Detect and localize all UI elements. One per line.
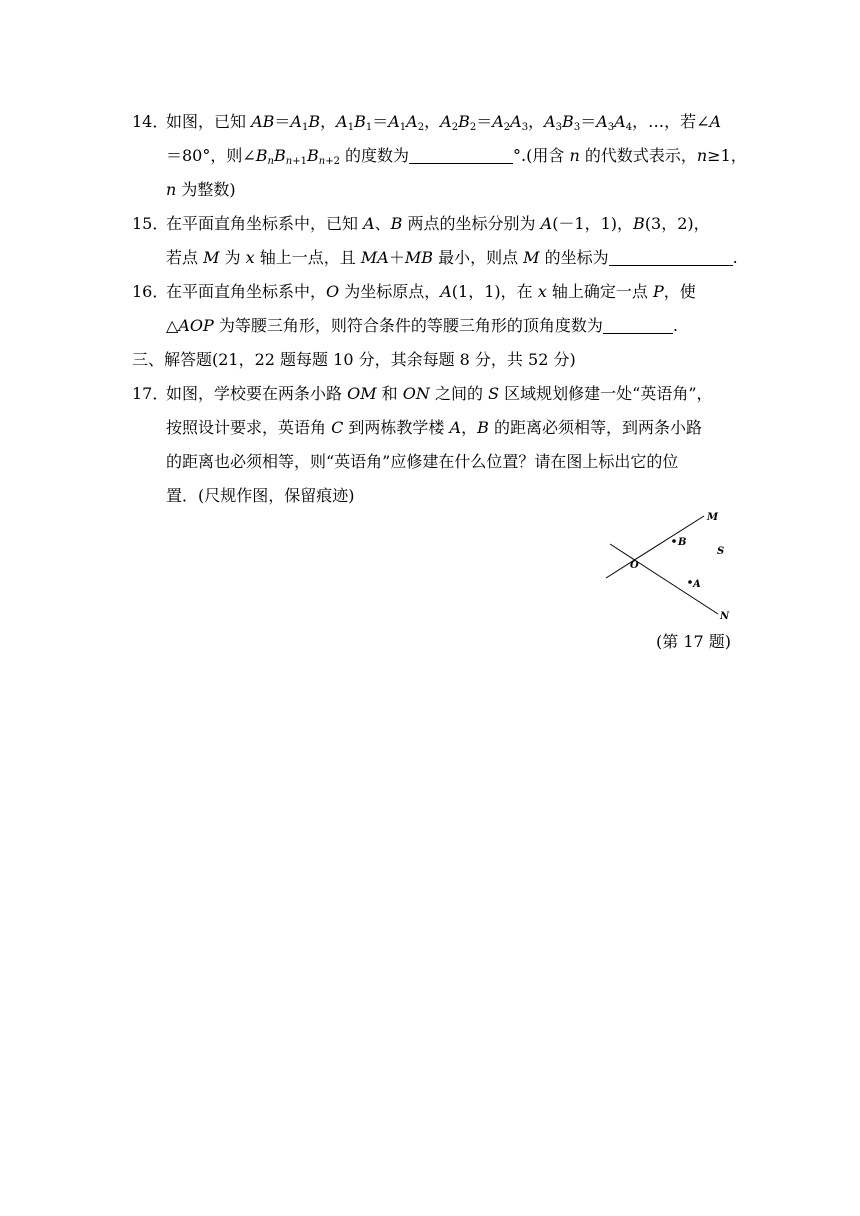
q15-answer-blank[interactable] xyxy=(609,249,733,266)
q16-period: . xyxy=(672,316,678,335)
q15-period: . xyxy=(732,248,738,267)
q14-text-2a: ＝80°，则$\angle B_nB_{n+1}B_{n+2}$ 的度数为 xyxy=(166,146,410,167)
q17-text-2: 按照设计要求，英语角 C 到两栋教学楼 A，B 的距离必须相等，到两条小路 xyxy=(166,418,702,437)
q16-text-2: △AOP 为等腰三角形，则符合条件的等腰三角形的顶角度数为 xyxy=(166,316,603,335)
ray-OM xyxy=(606,516,704,578)
q15-text-1: 在平面直角坐标系中，已知 A、B 两点的坐标分别为 A(－1，1)，B(3，2)， xyxy=(166,214,710,233)
q14-text-3: n 为整数) xyxy=(166,180,236,199)
label-N: N xyxy=(720,611,730,622)
q14-line-1 xyxy=(132,111,721,133)
label-M: M xyxy=(707,512,719,523)
q14-number: 14． xyxy=(132,112,169,131)
q15-number: 15． xyxy=(132,214,169,233)
q16-line-2 xyxy=(166,315,678,337)
q17-line-3 xyxy=(166,451,678,473)
q17-figure xyxy=(598,506,758,626)
q14-text-1: 如图，已知 $AB=A_1B$，$A_1B_1=A_1A_2$，$A_2B_2=A_2A_3$，$A_3B_3=A_3A_4$，…，若∠A xyxy=(166,112,722,133)
section-3-heading: 三、解答题(21，22 题每题 10 分，其余每题 8 分，共 52 分) xyxy=(132,350,576,369)
q15-line-1 xyxy=(132,213,710,235)
q15-text-2: 若点 M 为 x 轴上一点，且 MA＋MB 最小，则点 M 的坐标为 xyxy=(166,248,609,267)
q16-line-1 xyxy=(132,281,696,303)
q17-text-4: 置．(尺规作图，保留痕迹) xyxy=(166,486,355,505)
q16-answer-blank[interactable] xyxy=(603,317,673,334)
q14-line-2 xyxy=(166,145,747,167)
q16-number: 16． xyxy=(132,282,169,301)
label-A: A xyxy=(693,579,701,590)
q14-answer-blank[interactable] xyxy=(409,147,513,164)
q17-number: 17． xyxy=(132,384,169,403)
point-A xyxy=(688,580,692,584)
point-B xyxy=(672,539,676,543)
q14-text-2b: °.(用含 n 的代数式表示，n≥1， xyxy=(513,146,747,165)
label-S: S xyxy=(717,546,725,557)
q16-text-1: 在平面直角坐标系中，O 为坐标原点，A(1，1)，在 x 轴上确定一点 P，使 xyxy=(166,282,696,301)
q17-figure-caption: (第 17 题) xyxy=(656,632,732,651)
q17-text-3: 的距离也必须相等，则“英语角”应修建在什么位置？请在图上标出它的位 xyxy=(166,452,679,471)
ray-ON xyxy=(610,544,718,614)
q14-line-3 xyxy=(166,179,236,201)
q17-line-1 xyxy=(132,383,713,405)
q17-text-1: 如图，学校要在两条小路 OM 和 ON 之间的 S 区域规划修建一处“英语角”， xyxy=(166,384,713,403)
label-O: O xyxy=(630,560,639,571)
q17-line-4 xyxy=(166,485,355,507)
q17-line-2 xyxy=(166,417,702,439)
label-B: B xyxy=(678,537,687,548)
q15-line-2 xyxy=(166,247,738,269)
